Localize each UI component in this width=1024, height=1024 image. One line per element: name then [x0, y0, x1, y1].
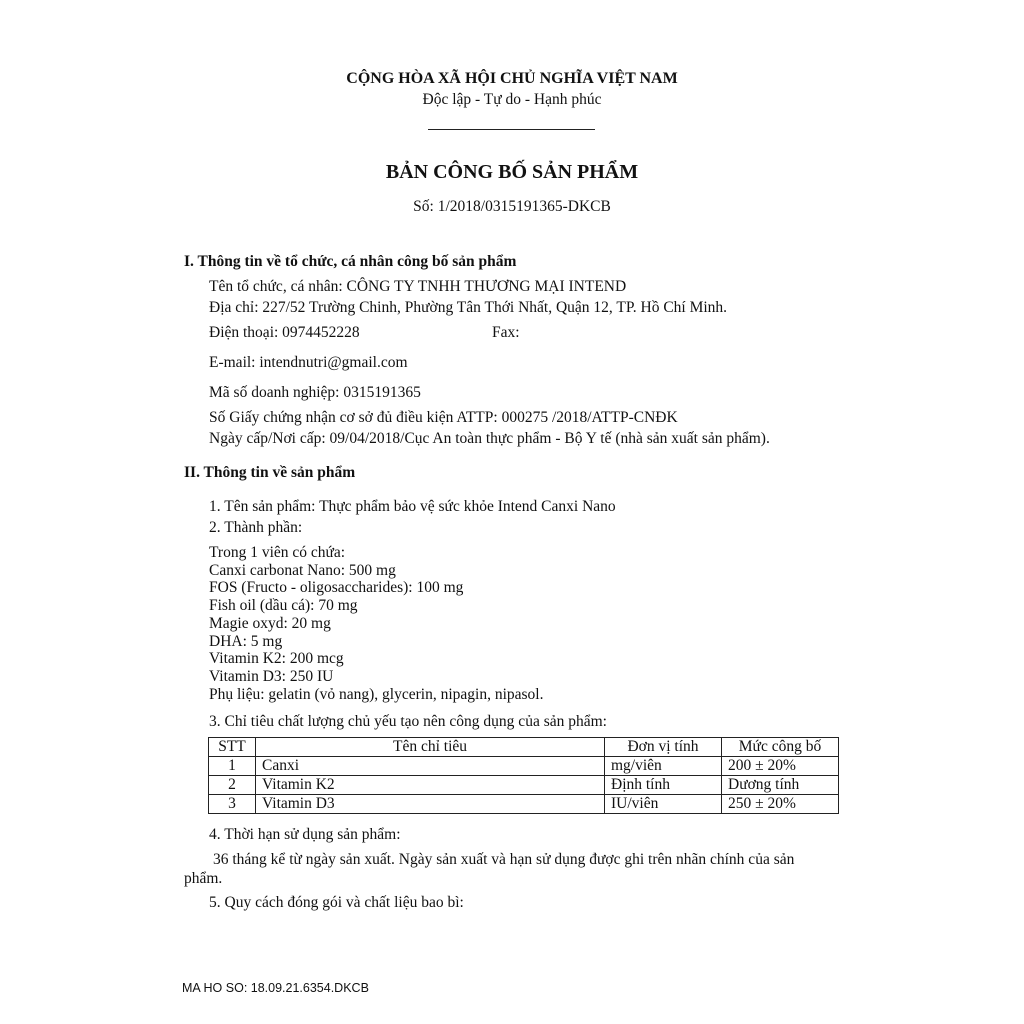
ingredient-line: FOS (Fructo - oligosaccharides): 100 mg — [209, 579, 464, 597]
cell-unit: Định tính — [605, 776, 722, 795]
org-phone: Điện thoại: 0974452228 — [209, 324, 360, 341]
header-stt: STT — [209, 738, 256, 757]
org-address: Địa chỉ: 227/52 Trường Chinh, Phường Tân Thới Nhất, Quận 12, TP. Hồ Chí Minh. — [209, 299, 728, 316]
cell-level: Dương tính — [722, 776, 839, 795]
shelf-life-line1: 36 tháng kể từ ngày sản xuất. Ngày sản xuất và hạn sử dụng được ghi trên nhãn chính của sản — [213, 851, 795, 868]
product-name: 1. Tên sản phẩm: Thực phẩm bảo vệ sức khỏe Intend Canxi Nano — [209, 498, 616, 515]
table-row — [209, 776, 839, 795]
cell-indicator: Vitamin K2 — [256, 776, 605, 795]
ingredient-line: Trong 1 viên có chứa: — [209, 544, 346, 561]
nation-heading: CỘNG HÒA XÃ HỘI CHỦ NGHĨA VIỆT NAM — [346, 70, 678, 87]
ingredient-line: Magie oxyd: 20 mg — [209, 614, 331, 632]
ingredient-line: Fish oil (dầu cá): 70 mg — [209, 597, 358, 615]
org-name: Tên tổ chức, cá nhân: CÔNG TY TNHH THƯƠNG MẠI INTEND — [209, 278, 627, 295]
cell-unit: IU/viên — [605, 795, 722, 814]
header-level: Mức công bố — [722, 738, 839, 757]
document-title: BẢN CÔNG BỐ SẢN PHẨM — [385, 161, 639, 183]
ingredient-line: DHA: 5 mg — [209, 632, 283, 650]
motto-underline — [428, 129, 595, 130]
cell-stt: 3 — [209, 795, 256, 814]
ingredient-line: Vitamin K2: 200 mcg — [209, 650, 344, 668]
ingredient-line: Canxi carbonat Nano: 500 mg — [209, 561, 396, 579]
cell-unit: mg/viên — [605, 757, 722, 776]
org-certificate: Số Giấy chứng nhận cơ sở đủ điều kiện ATTP: 000275 /2018/ATTP-CNĐK — [209, 409, 678, 426]
quality-label: 3. Chỉ tiêu chất lượng chủ yếu tạo nên công dụng của sản phẩm: — [209, 713, 607, 730]
cell-stt: 2 — [209, 776, 256, 795]
org-fax: Fax: — [492, 324, 520, 341]
table-row — [209, 795, 839, 814]
packaging-label: 5. Quy cách đóng gói và chất liệu bao bì: — [209, 894, 464, 911]
quality-table — [208, 737, 839, 814]
motto: Độc lập - Tự do - Hạnh phúc — [422, 91, 602, 108]
ingredient-list — [209, 544, 543, 703]
cell-stt: 1 — [209, 757, 256, 776]
table-row — [209, 757, 839, 776]
org-tax-code: Mã số doanh nghiệp: 0315191365 — [209, 384, 421, 401]
section2-heading: II. Thông tin về sản phẩm — [184, 464, 356, 481]
header-indicator: Tên chỉ tiêu — [256, 738, 605, 757]
ingredient-line: Phụ liệu: gelatin (vỏ nang), glycerin, nipagin, nipasol. — [209, 685, 544, 703]
header-unit: Đơn vị tính — [605, 738, 722, 757]
cell-indicator: Vitamin D3 — [256, 795, 605, 814]
composition-label: 2. Thành phần: — [209, 519, 303, 536]
document-number: Số: 1/2018/0315191365-DKCB — [413, 198, 611, 215]
shelf-life-label: 4. Thời hạn sử dụng sản phẩm: — [209, 826, 401, 843]
section1-heading: I. Thông tin về tổ chức, cá nhân công bố sản phẩm — [184, 253, 517, 270]
org-email: E-mail: intendnutri@gmail.com — [209, 354, 408, 371]
cell-level: 200 ± 20% — [722, 757, 839, 776]
record-code: MA HO SO: 18.09.21.6354.DKCB — [182, 981, 369, 995]
shelf-life-line2: phẩm. — [184, 870, 223, 887]
ingredient-line: Vitamin D3: 250 IU — [209, 667, 334, 685]
table-header-row — [209, 738, 839, 757]
org-cert-issued: Ngày cấp/Nơi cấp: 09/04/2018/Cục An toàn thực phẩm - Bộ Y tế (nhà sản xuất sản phẩm). — [209, 430, 770, 447]
cell-level: 250 ± 20% — [722, 795, 839, 814]
cell-indicator: Canxi — [256, 757, 605, 776]
